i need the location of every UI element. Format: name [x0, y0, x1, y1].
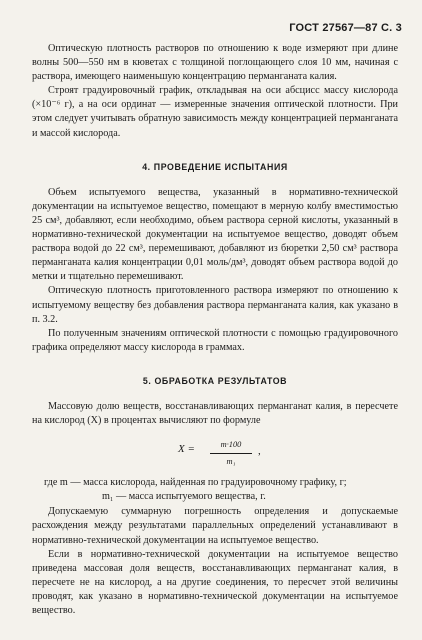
section-heading-4: 4. ПРОВЕДЕНИЕ ИСПЫТАНИЯ [142, 161, 288, 172]
formula-fraction [210, 438, 252, 469]
formula-where-m1: m₁ — масса испытуемого вещества, г. [102, 491, 266, 503]
formula-where-m: где m — масса кислорода, найденная по градуировочному графику, г; [44, 477, 347, 489]
formula-comma: , [258, 445, 261, 458]
page-header: ГОСТ 27567—87 С. 3 [289, 22, 402, 34]
paragraph-test-procedure: Объем испытуемого вещества, указанный в нормативно-технической документации на испытуемое вещество, помещают в мерную колбу вместимостью 25 см³, добавляют, если необходимо, объем раствора серной кислоты, указанный в нормативно-технической документации на испытуемое вещество, доводят объем раствора водой до 22 см³, перемешивают, добавляют из бюретки 2,50 см³ раствора перманганата калия концентрации 0,01 моль/дм³, доводят объем раствора водой до метки и тщательно перемешивают. [32, 186, 398, 283]
paragraph-mass-fraction: Массовую долю веществ, восстанавливающих перманганат калия, в пересчете на кислород (X) в процентах вычисляют по формуле [32, 400, 398, 427]
paragraph-calibration-graph: Строят градуировочный график, откладывая на оси абсцисс массу кислорода (×10⁻⁶ г), а на оси ординат — измеренные значения оптической плотности. При этом следует учитывать обратную зависимость между концентрацией перманганата и массой кислорода. [32, 85, 398, 139]
section-heading-5: 5. ОБРАБОТКА РЕЗУЛЬТАТОВ [142, 375, 288, 386]
formula-denominator: m₁ [226, 457, 236, 467]
paragraph-measurement: Оптическую плотность приготовленного раствора измеряют по отношению к испытуемому веществу без добавления раствора перманганата калия, как указано в п. 3.2. [32, 285, 398, 325]
formula-numerator: m·100 [210, 438, 252, 454]
formula [32, 434, 398, 472]
paragraph-tolerance: Допускаемую суммарную погрешность определения и допускаемые расхождения между результатами параллельных определений устанавливают в нормативно-технической документации на испытуемое вещество. [32, 506, 398, 546]
paragraph-recalculation: Если в нормативно-технической документации на испытуемое вещество приведена массовая доля веществ, восстанавливающих перманганат калия, в пересчете не на кислород, а на другие соединения, то пересчет этой величины проводят, как указано в нормативно-технической документации на испытуемое вещество. [32, 548, 398, 616]
paragraph-optical-density: Оптическую плотность растворов по отношению к воде измеряют при длине волны 500—550 нм в кюветах с толщиной поглощающего слоя 10 мм, начиная с раствора, имеющего наименьшую концентрацию перманганата калия. [32, 43, 398, 83]
formula-lhs: X = [178, 443, 195, 456]
paragraph-oxygen-mass: По полученным значениям оптической плотности с помощью градуировочного графика определяют массу кислорода в граммах. [32, 327, 398, 353]
document-body [32, 42, 398, 618]
